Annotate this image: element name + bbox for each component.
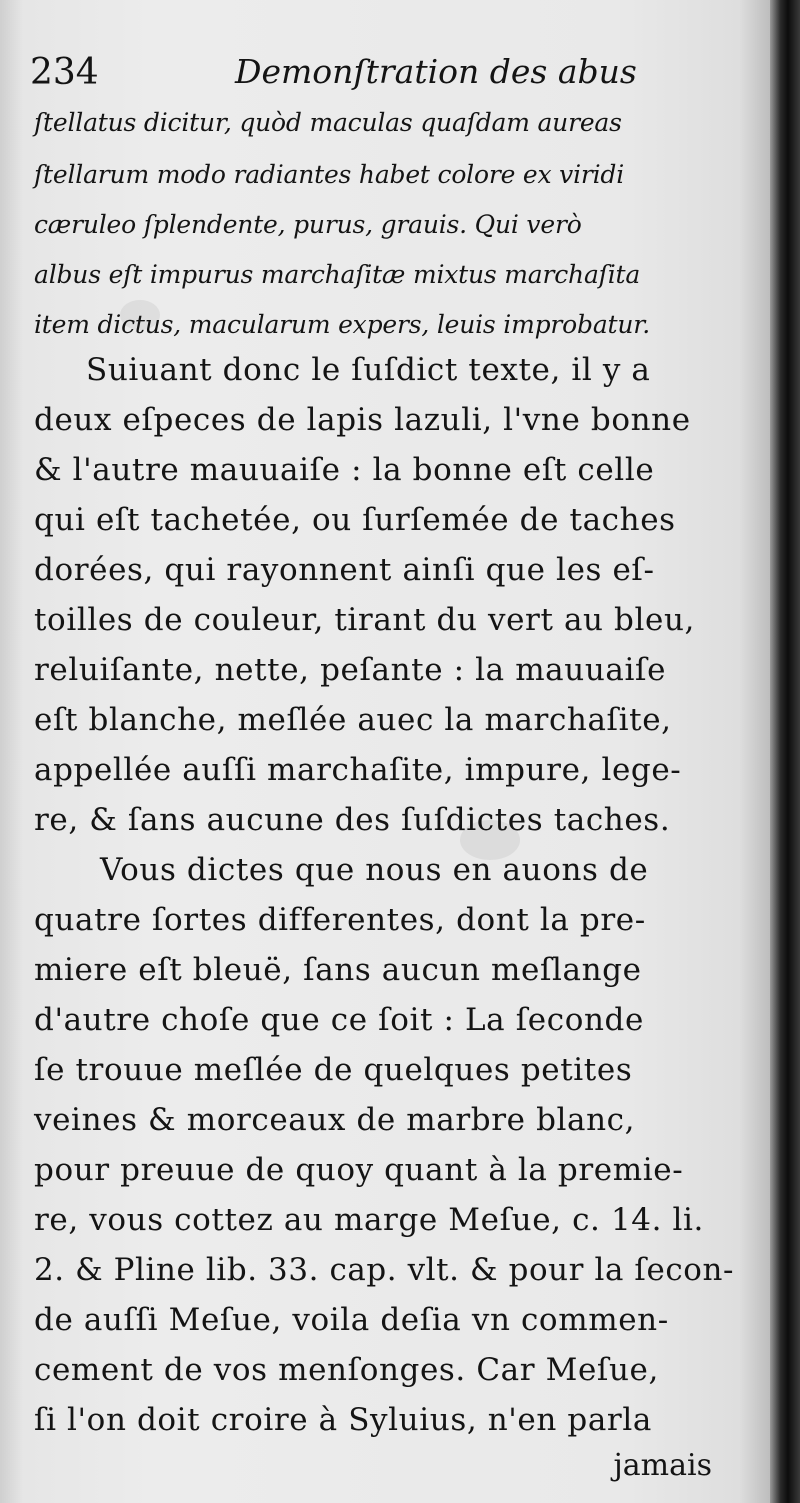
text-line: ſtellatus dicitur, quòd maculas quaſdam aureas bbox=[34, 108, 622, 137]
text-line: item dictus, macularum expers, leuis improbatur. bbox=[34, 310, 651, 339]
text-line: cement de vos menſonges. Car Meſue, bbox=[34, 1352, 659, 1388]
running-title: Demonſtration des abus bbox=[235, 52, 637, 91]
text-line: de auſſi Meſue, voila deſia vn commen- bbox=[34, 1302, 669, 1338]
text-line: dorées, qui rayonnent ainſi que les eſ- bbox=[34, 552, 655, 588]
text-line: albus eſt impurus marchaſitæ mixtus marchaſita bbox=[34, 260, 641, 289]
text-line: quatre ſortes differentes, dont la pre- bbox=[34, 902, 646, 938]
book-spine-shadow bbox=[770, 0, 800, 1503]
text-line: cæruleo ſplendente, purus, grauis. Qui verò bbox=[34, 210, 582, 239]
catchword: jamais bbox=[613, 1448, 712, 1483]
text-line: ſtellarum modo radiantes habet colore ex viridi bbox=[34, 160, 625, 189]
text-line: deux eſpeces de lapis lazuli, l'vne bonne bbox=[34, 402, 691, 438]
text-line: d'autre choſe que ce ſoit : La ſeconde bbox=[34, 1002, 644, 1038]
text-line: & l'autre mauuaiſe : la bonne eſt celle bbox=[34, 452, 655, 488]
text-line: eſt blanche, meſlée auec la marchaſite, bbox=[34, 702, 672, 738]
text-line: 2. & Pline lib. 33. cap. vlt. & pour la ſecon- bbox=[34, 1252, 735, 1288]
text-line: Vous dictes que nous en auons de bbox=[100, 852, 649, 888]
text-line: ſi l'on doit croire à Syluius, n'en parla bbox=[34, 1402, 652, 1438]
text-line: Suiuant donc le ſuſdict texte, il y a bbox=[86, 352, 651, 388]
text-line: pour preuue de quoy quant à la premie- bbox=[34, 1152, 684, 1188]
text-line: re, & ſans aucune des ſuſdictes taches. bbox=[34, 802, 671, 838]
page-number: 234 bbox=[30, 52, 99, 93]
text-line: reluiſante, nette, peſante : la mauuaiſe bbox=[34, 652, 667, 688]
text-line: re, vous cottez au marge Meſue, c. 14. li. bbox=[34, 1202, 704, 1238]
text-line: qui eſt tachetée, ou ſurſemée de taches bbox=[34, 502, 676, 538]
text-line: miere eſt bleuë, ſans aucun meſlange bbox=[34, 952, 642, 988]
text-line: appellée auſſi marchaſite, impure, lege- bbox=[34, 752, 682, 788]
text-line: toilles de couleur, tirant du vert au bleu, bbox=[34, 602, 695, 638]
page-header bbox=[30, 52, 730, 100]
text-line: veines & morceaux de marbre blanc, bbox=[34, 1102, 636, 1138]
text-line: ſe trouue meſlée de quelques petites bbox=[34, 1052, 633, 1088]
